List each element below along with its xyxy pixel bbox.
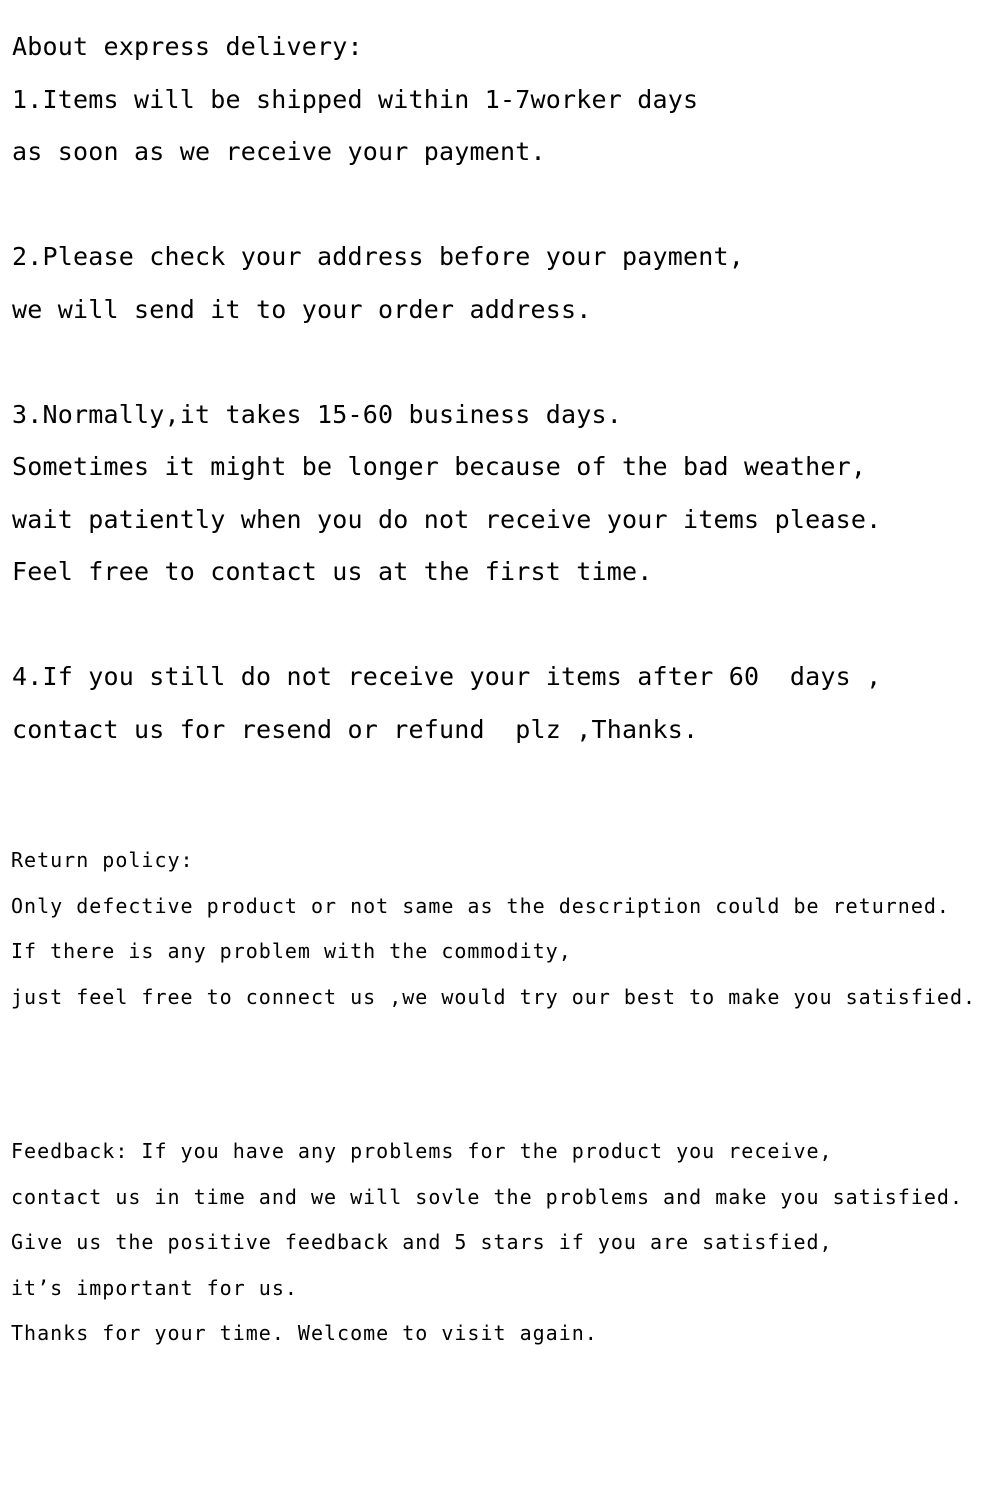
feedback-line: Give us the positive feedback and 5 stars if you are satisfied, (11, 1230, 833, 1255)
express-line: wait patiently when you do not receive your items please. (12, 504, 882, 534)
express-line: as soon as we receive your payment. (12, 137, 546, 166)
return-policy-heading: Return policy: (11, 848, 194, 872)
blank-line (12, 599, 881, 652)
return-policy-section (11, 838, 976, 1020)
express-delivery-section (12, 21, 881, 756)
express-line: Sometimes it might be longer because of the bad weather, (12, 452, 867, 481)
return-policy-line: If there is any problem with the commodity, (11, 939, 572, 964)
feedback-line: it’s important for us. (11, 1275, 298, 1300)
express-line: 4.If you still do not receive your items after 60 days , (12, 662, 882, 691)
express-line: 2.Please check your address before your payment, (12, 242, 745, 271)
express-heading: About express delivery: (12, 32, 363, 61)
blank-line (12, 179, 881, 232)
feedback-line: Thanks for your time. Welcome to visit again. (11, 1321, 598, 1346)
feedback-section (11, 1129, 963, 1357)
blank-line (12, 336, 881, 389)
feedback-heading: Feedback: If you have any problems for the product you receive, (11, 1139, 833, 1163)
express-line: we will send it to your order address. (12, 294, 592, 324)
return-policy-line: Only defective product or not same as the description could be returned. (11, 893, 950, 918)
feedback-line: contact us in time and we will sovle the problems and make you satisfied. (11, 1184, 963, 1209)
express-line: contact us for resend or refund plz ,Thanks. (12, 714, 699, 744)
express-line: 1.Items will be shipped within 1-7worker days (12, 84, 699, 114)
express-line: 3.Normally,it takes 15-60 business days. (12, 399, 623, 429)
return-policy-line: just feel free to connect us ,we would try our best to make you satisfied. (11, 984, 977, 1009)
express-line: Feel free to contact us at the first time. (12, 557, 653, 586)
